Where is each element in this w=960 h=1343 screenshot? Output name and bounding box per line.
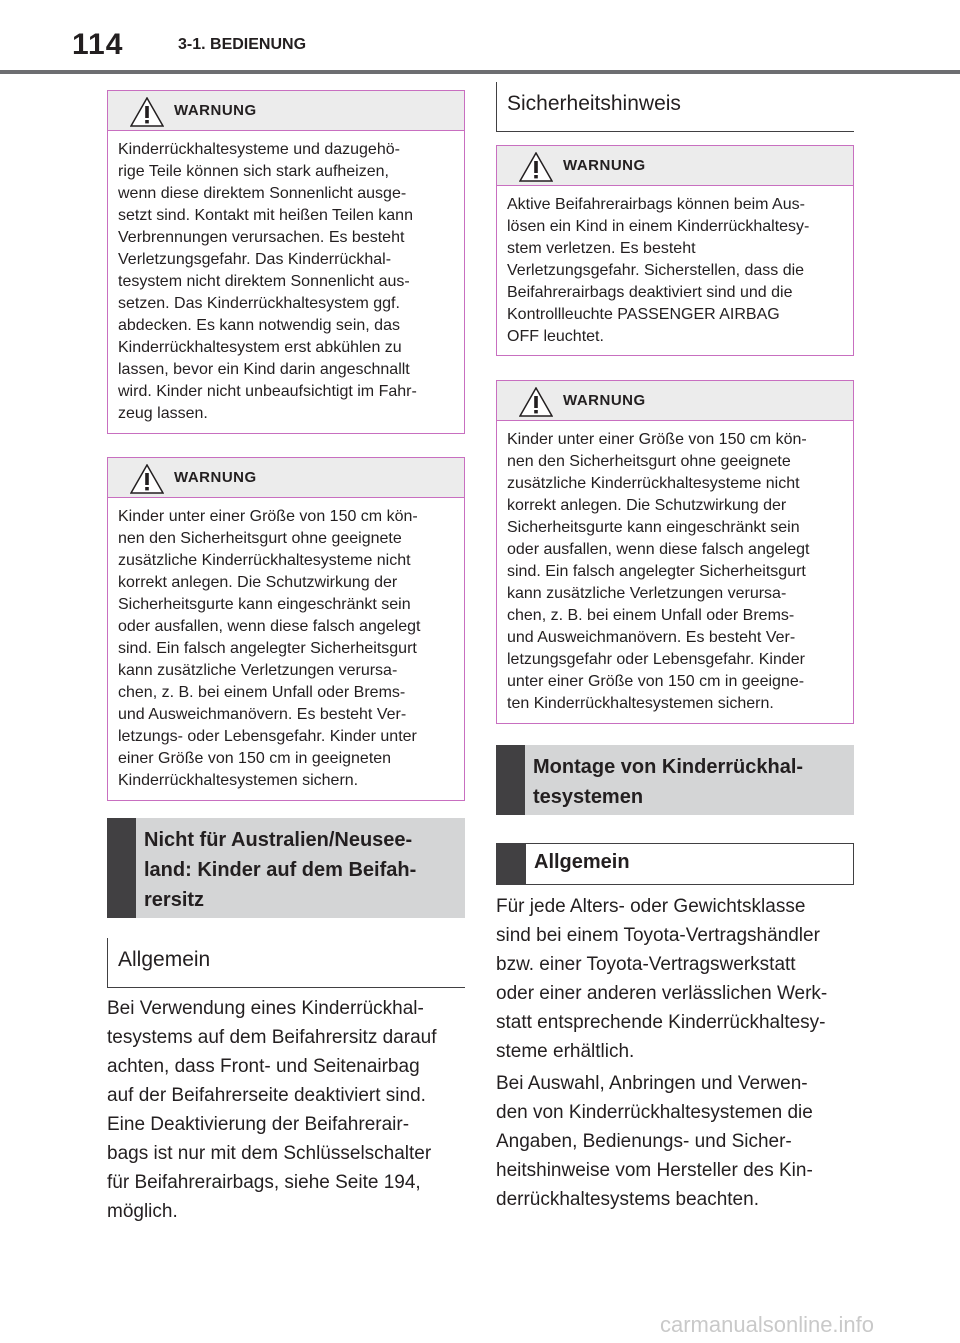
watermark: carmanualsonline.info xyxy=(660,1312,875,1337)
warning-title: WARNUNG xyxy=(563,392,646,409)
warning-text: Kinder unter einer Größe von 150 cm kön- nen den Sicherheitsgurt ohne geeignete zusätzliche Kinderrückhaltesysteme nicht korrekt anlegen. Die Schutzwirkung der Sicherheitsgurte kann eingeschränkt sein oder ausfallen, wenn diese falsch angelegt sind. Ein falsch angelegter Sicherheitsgurt kann zusätzliche Verletzungen verursa- chen, z. B. bei einem Unfall oder Brems- und Ausweichmanövern. Es besteht Ver- letzungs- oder Lebensgefahr. Kinder unter einer Größe von 150 cm in geeigneten Kinderrückhaltesystemen sichern. xyxy=(118,508,421,789)
warning-box-child-size-right xyxy=(496,380,854,724)
warning-triangle-icon xyxy=(130,464,164,494)
paragraph-passenger-airbag: Bei Verwendung eines Kinderrückhal- tesystems auf dem Beifahrersitz darauf achten, dass Front- und Seitenairbag auf der Beifahrerseite deaktiviert sind. Eine Deaktivierung der Beifahrerair- bags ist nur mit dem Schlüsselschalter für Beifahrerairbags, siehe Seite 194, möglich. xyxy=(107,998,437,1222)
warning-triangle-icon xyxy=(130,97,164,127)
section-heading-text: Nicht für Australien/Neusee- land: Kinder auf dem Beifah- rersitz xyxy=(144,829,417,911)
header-divider xyxy=(0,70,960,74)
sub-heading-general-right xyxy=(496,843,854,885)
warning-header xyxy=(108,91,464,131)
sub-heading-general-left xyxy=(107,938,465,988)
paragraph-manufacturer-instructions: Bei Auswahl, Anbringen und Verwen- den von Kinderrückhaltesystemen die Angaben, Bedienungs- und Sicher- heitshinweise vom Hersteller des Kin- derrückhaltesystems beachten. xyxy=(496,1073,813,1210)
warning-text: Kinder unter einer Größe von 150 cm kön- nen den Sicherheitsgurt ohne geeignete zusätzliche Kinderrückhaltesysteme nicht korrekt anlegen. Die Schutzwirkung der Sicherheitsgurte kann eingeschränkt sein oder ausfallen, wenn diese falsch angelegt sind. Ein falsch angelegter Sicherheitsgurt kann zusätzliche Verletzungen verursa- chen, z. B. bei einem Unfall oder Brems- und Ausweichmanövern. Es besteht Ver- letzungsgefahr oder Lebensgefahr. Kinder unter einer Größe von 150 cm in geeigne- ten Kinderrückhaltesystemen sichern. xyxy=(507,431,810,712)
heading-text: Sicherheitshinweis xyxy=(507,92,681,115)
chapter-title: 3-1. BEDIENUNG xyxy=(178,36,307,53)
warning-box-airbag xyxy=(496,145,854,356)
warning-triangle-icon xyxy=(519,387,553,417)
page-number: 114 xyxy=(72,28,124,61)
warning-header xyxy=(497,381,853,421)
warning-title: WARNUNG xyxy=(563,157,646,174)
heading-bar xyxy=(496,745,525,815)
section-heading-passenger-seat xyxy=(107,818,465,918)
warning-title: WARNUNG xyxy=(174,102,257,119)
warning-box-heat xyxy=(107,90,465,434)
sub-heading-text: Allgemein xyxy=(118,948,211,971)
warning-header xyxy=(108,458,464,498)
heading-bar xyxy=(107,818,136,918)
warning-text: Aktive Beifahrerairbags können beim Aus- lösen ein Kind in einem Kinderrückhaltesy- stem verletzen. Es besteht Verletzungsgefahr. Sicherstellen, dass die Beifahrerairbags deaktiviert sind und die Kontrollleuchte PASSENGER AIRBAG OFF leuchtet. xyxy=(507,196,810,345)
warning-box-child-size xyxy=(107,457,465,801)
heading-bar xyxy=(497,844,526,884)
sub-heading-text: Allgemein xyxy=(534,851,630,873)
section-heading-text: Montage von Kinderrückhal- tesystemen xyxy=(533,756,804,808)
heading-safety-note xyxy=(496,82,854,132)
warning-text: Kinderrückhaltesysteme und dazugehö- rige Teile können sich stark aufheizen, wenn diese direktem Sonnenlicht ausge- setzt sind. Kontakt mit heißen Teilen kann Verbrennungen verursachen. Es besteht Verletzungsgefahr. Das Kinderrückhal- tesystem nicht direktem Sonnenlicht aus- setzen. Das Kinderrückhaltesystem ggf. abdecken. Es kann notwendig sein, das Kinderrückhaltesystem erst abkühlen zu lassen, bevor ein Kind darin angeschnallt wird. Kinder nicht unbeaufsichtigt im Fahr- zeug lassen. xyxy=(118,141,417,422)
warning-title: WARNUNG xyxy=(174,469,257,486)
warning-header xyxy=(497,146,853,186)
warning-triangle-icon xyxy=(519,152,553,182)
section-heading-mounting xyxy=(496,745,854,815)
paragraph-availability: Für jede Alters- oder Gewichtsklasse sind bei einem Toyota-Vertragshändler bzw. einer Toyota-Vertragswerkstatt oder einer anderen verlässlichen Werk- statt entsprechende Kinderrückhaltesy- steme erhältlich. xyxy=(496,896,828,1062)
page-header xyxy=(0,0,960,76)
